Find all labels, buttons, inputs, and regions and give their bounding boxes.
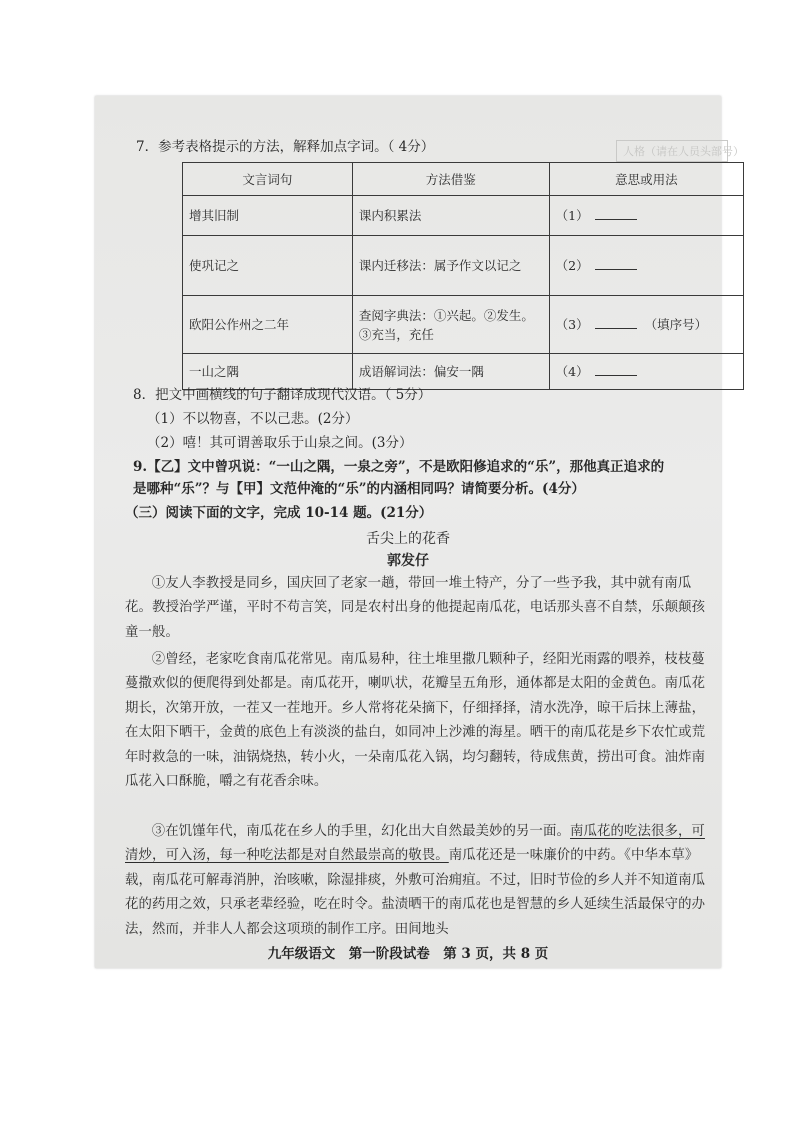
question-8: 8．把文中画横线的句子翻译成现代汉语。（ 5分） xyxy=(133,387,432,403)
article-author: 郭发仔 xyxy=(387,553,429,569)
article-paragraph-3 xyxy=(125,820,713,942)
answer-label: （1） xyxy=(555,208,589,223)
table-row xyxy=(183,296,744,354)
table-cell-method: 课内积累法 xyxy=(352,196,549,236)
article-paragraph-2: ②曾经，老家吃食南瓜花常见。南瓜易种，往土堆里撒几颗种子，经阳光雨露的喂养，枝枝蔓蔓撒欢似的便爬得到处都是。南瓜花开，喇叭状，花瓣呈五角形，通体都是太阳的金黄色。南瓜花期长，次第开放，一茬又一茬地开。乡人常将花朵摘下，仔细择择，清水洗净，晾干后抹上薄盐，在太阳下晒干，金黄的底色上有淡淡的盐白，如同冲上沙滩的海星。晒干的南瓜花是乡下农忙或荒年时救急的一味，油锅烧热，转小火，一朵南瓜花入锅，均匀翻转，待成焦黄，捞出可食。油炸南瓜花入口酥脆，嚼之有花香余味。 xyxy=(125,652,706,790)
table-header: 意思或用法 xyxy=(549,163,743,196)
answer-label: （4） xyxy=(555,364,589,379)
question-8-sentence-2: （2）嘻！其可谓善取乐于山泉之间。(3分） xyxy=(147,435,413,451)
table-cell-method: 查阅字典法：①兴起。②发生。③充当，充任 xyxy=(352,296,549,354)
underlined-sentence: 南瓜花的吃法很多，可清炒，可入汤，每一种吃法都是对自然最崇高的敬畏。 xyxy=(125,824,705,864)
section-3-heading: （三）阅读下面的文字，完成 10-14 题。(21分） xyxy=(125,505,433,521)
header-stamp: 人格（请在人员头部号） xyxy=(616,140,728,162)
page-footer: 九年级语文 第一阶段试卷 第 3 页，共 8 页 xyxy=(267,946,549,962)
method-table xyxy=(182,162,744,390)
table-cell-method: 课内迁移法：属予作文以记之 xyxy=(352,236,549,296)
table-row xyxy=(183,354,744,390)
article-title: 舌尖上的花香 xyxy=(366,531,450,547)
article-paragraph-1: ①友人李教授是同乡，国庆回了老家一趟，带回一堆土特产，分了一些予我，其中就有南瓜花。教授治学严谨，平时不苟言笑，同是农村出身的他提起南瓜花，电话那头喜不自禁，乐颠颠孩童一般。 xyxy=(125,576,706,640)
table-cell-answer xyxy=(549,236,743,296)
answer-blank[interactable] xyxy=(595,207,637,220)
answer-label: （2） xyxy=(555,258,589,273)
answer-blank[interactable] xyxy=(595,257,637,270)
table-cell-phrase: 增其旧制 xyxy=(183,196,353,236)
table-header: 方法借鉴 xyxy=(352,163,549,196)
answer-blank[interactable] xyxy=(595,363,637,376)
table-header-row xyxy=(183,163,744,196)
question-9-line-2: 是哪种“乐”？与【甲】文范仲淹的“乐”的内涵相同吗？请简要分析。(4分） xyxy=(133,481,585,497)
question-8-sentence-1: （1）不以物喜，不以己悲。(2分） xyxy=(147,411,359,427)
paragraph-3-start: ③在饥馑年代，南瓜花在乡人的手里，幻化出大自然最美妙的另一面。 xyxy=(151,824,571,839)
answer-note: （填序号） xyxy=(644,317,708,332)
table-cell-answer xyxy=(549,196,743,236)
table-row xyxy=(183,236,744,296)
table-row xyxy=(183,196,744,236)
table-cell-phrase: 一山之隅 xyxy=(183,354,353,390)
question-7: 7．参考表格提示的方法，解释加点字词。（ 4分） xyxy=(136,139,435,155)
table-cell-phrase: 使巩记之 xyxy=(183,236,353,296)
table-cell-answer xyxy=(549,296,743,354)
question-9-line-1: 9.【乙】文中曾巩说：“一山之隅，一泉之旁”，不是欧阳修追求的“乐”，那他真正追求的 xyxy=(133,459,665,475)
paragraph-3-rest: 南瓜花还是一味廉价的中药。《中华本草》载，南瓜花可解毒消肿，治咳嗽，除湿排痰，外敷可治痈疽。不过，旧时节俭的乡人并不知道南瓜花的药用之效，只承老辈经验，吃在时令。盐渍晒干的南瓜花也是智慧的乡人延续生活最保守的办法，然而，并非人人都会这项琐的制作工序。田间地头 xyxy=(125,848,706,937)
exam-page-photo xyxy=(95,96,744,968)
table-header: 文言词句 xyxy=(183,163,353,196)
table-cell-phrase: 欧阳公作州之二年 xyxy=(183,296,353,354)
table-cell-method: 成语解词法：偏安一隅 xyxy=(352,354,549,390)
answer-label: （3） xyxy=(555,317,589,332)
table-cell-answer xyxy=(549,354,743,390)
answer-blank[interactable] xyxy=(595,316,637,329)
